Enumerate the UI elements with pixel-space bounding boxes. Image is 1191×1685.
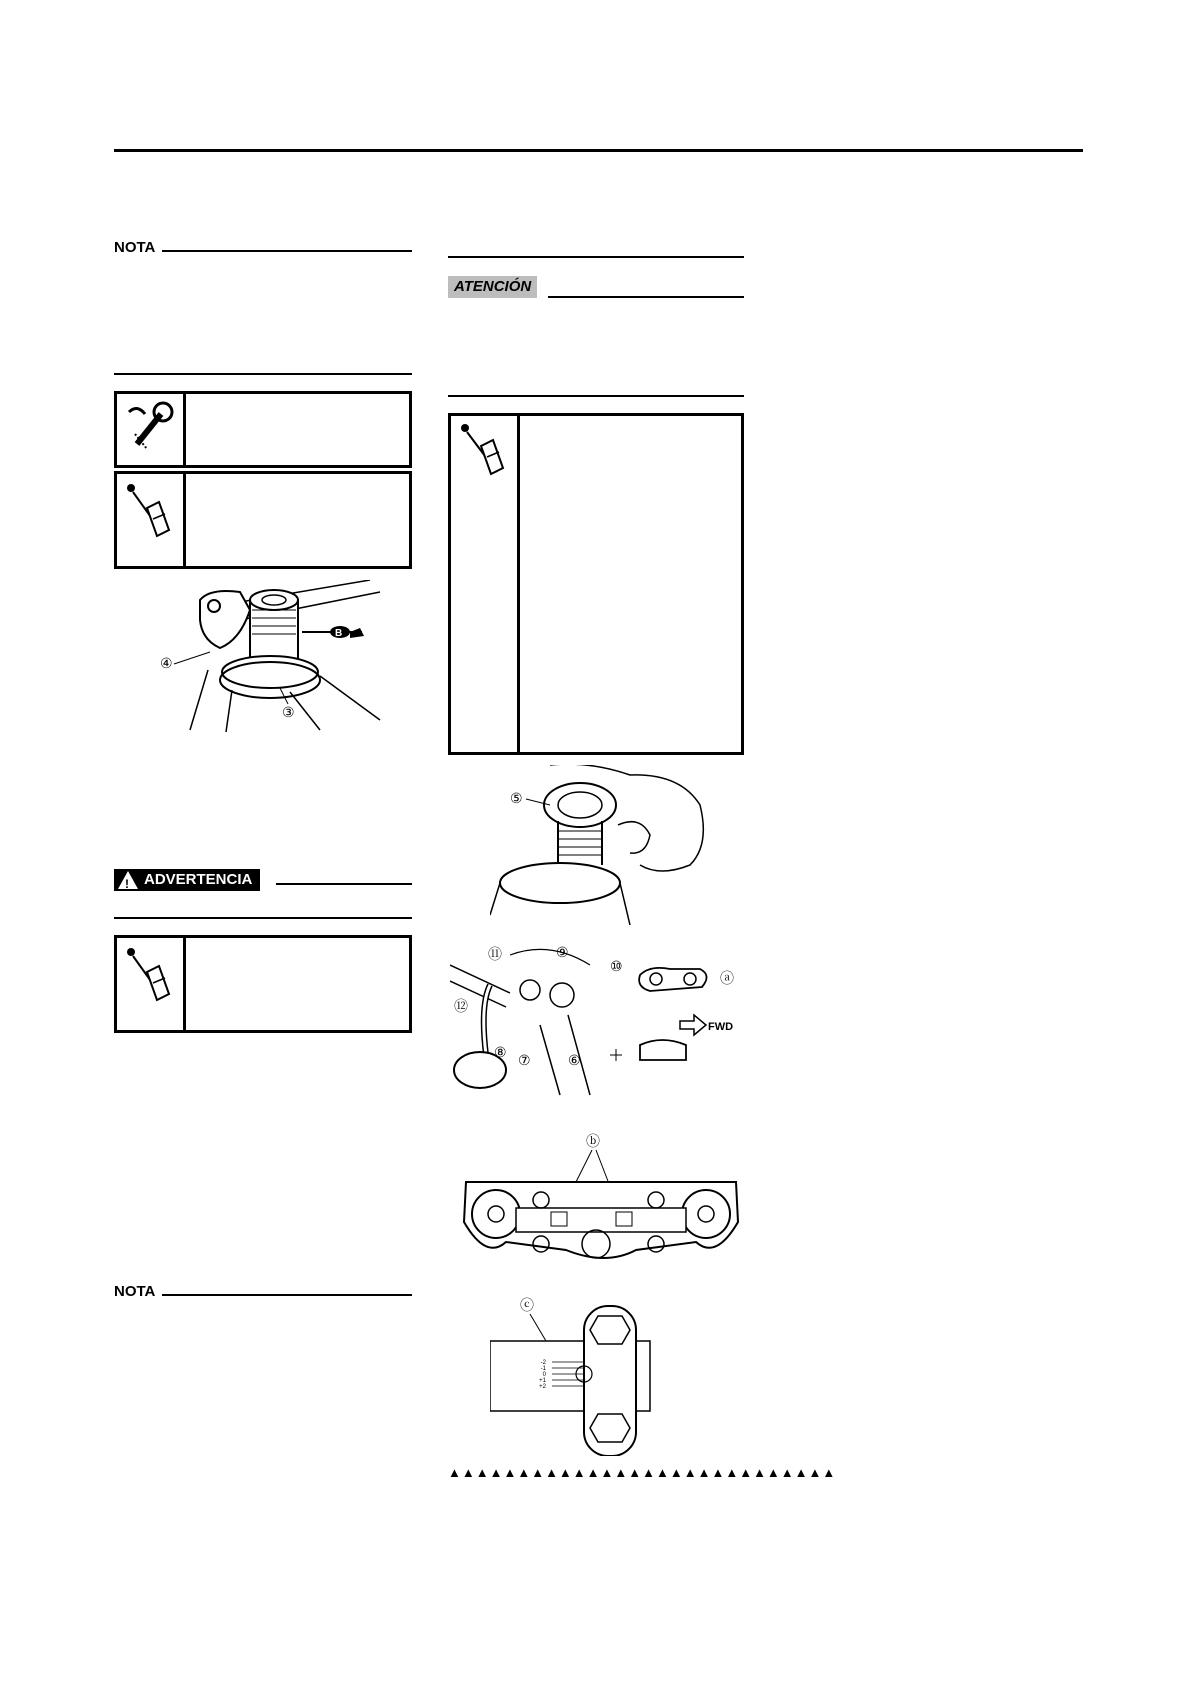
torque-box-tall xyxy=(448,413,744,755)
torque-box-1 xyxy=(114,471,412,569)
tick-plus-2: +2 xyxy=(539,1384,546,1390)
tick-minus-1: -1 xyxy=(540,1366,546,1372)
advertencia-rule xyxy=(276,883,412,885)
section-rule-1 xyxy=(114,373,412,375)
nota-rule-2 xyxy=(162,1294,412,1296)
torque-icon-cell-2 xyxy=(117,938,186,1030)
label-9: ⑨ xyxy=(556,945,569,960)
torque-icon-cell-3 xyxy=(451,416,520,752)
nota-rule-1 xyxy=(162,250,412,252)
bearing-install-figure xyxy=(490,765,720,925)
advertencia-text: ADVERTENCIA xyxy=(144,871,253,888)
upper-bracket-figure xyxy=(456,1132,746,1270)
label-8: ⑧ xyxy=(494,1044,507,1060)
end-of-section-marker: ▲▲▲▲▲▲▲▲▲▲▲▲▲▲▲▲▲▲▲▲▲▲▲▲▲▲▲▲ xyxy=(448,1465,837,1480)
advertencia-label xyxy=(114,869,260,891)
torque-wrench-icon xyxy=(117,474,179,564)
header-rule xyxy=(114,149,1083,152)
section-rule-4 xyxy=(448,395,744,397)
section-rule-3 xyxy=(448,256,744,258)
label-a: ⓐ xyxy=(720,970,734,986)
steering-stem-figure xyxy=(150,580,390,740)
label-7: ⑦ xyxy=(518,1052,531,1068)
tick-minus-2: -2 xyxy=(540,1360,546,1366)
label-c: ⓒ xyxy=(520,1297,534,1313)
tool-box-wrench xyxy=(114,391,412,468)
label-11: ⑪ xyxy=(488,946,502,962)
torque-wrench-icon xyxy=(451,416,513,486)
label-fwd: FWD xyxy=(708,1021,734,1033)
torque-box-2 xyxy=(114,935,412,1033)
atencion-label: ATENCIÓN xyxy=(448,276,537,298)
label-b: B xyxy=(335,628,343,639)
nota-heading-1: NOTA xyxy=(114,239,156,256)
torque-icon-cell xyxy=(117,474,186,566)
tick-plus-1: +1 xyxy=(539,1378,546,1384)
label-3: ③ xyxy=(282,704,295,720)
label-12: ⑫ xyxy=(454,998,468,1014)
holder-alignment-figure xyxy=(490,1296,690,1456)
nota-heading-2: NOTA xyxy=(114,1283,156,1300)
label-4: ④ xyxy=(160,655,173,671)
label-5: ⑤ xyxy=(510,790,523,806)
atencion-rule xyxy=(548,296,744,298)
section-rule-2 xyxy=(114,917,412,919)
wrench-icon-cell xyxy=(117,394,186,465)
torque-wrench-icon xyxy=(117,938,179,1028)
label-6: ⑥ xyxy=(568,1052,581,1068)
warning-triangle-icon: ! xyxy=(118,871,138,889)
spanner-wrench-icon xyxy=(117,394,179,464)
label-b-small: ⓑ xyxy=(586,1133,600,1149)
handlebar-holder-figure xyxy=(450,945,740,1100)
tick-zero: 0 xyxy=(542,1372,546,1378)
label-10: ⑩ xyxy=(610,958,623,974)
